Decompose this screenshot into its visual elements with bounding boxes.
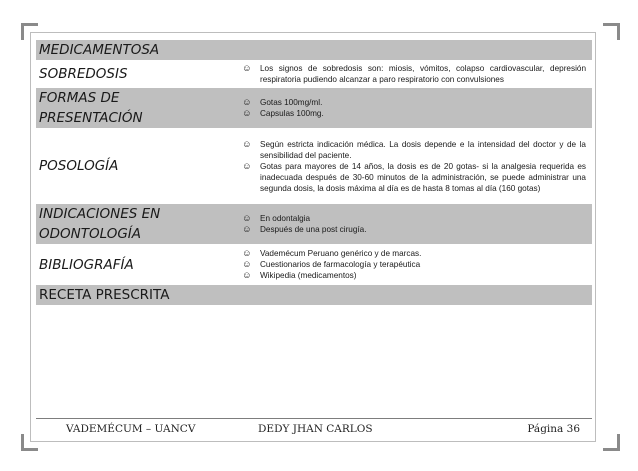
bullet-list: [236, 137, 592, 196]
list-item: ☺ Según estricta indicación médica. La dosis depende e la intensidad del doctor y de la sensibilidad del paciente.: [242, 138, 586, 160]
corner-mark-bottom-right: [603, 434, 620, 451]
table-row: [36, 40, 592, 61]
page-footer: [36, 418, 592, 440]
row-label: SOBREDOSIS: [39, 66, 128, 82]
row-label: MEDICAMENTOSA: [39, 42, 160, 58]
smiley-icon: ☺: [242, 259, 252, 270]
row-content-cell: [236, 245, 592, 285]
table-row: [36, 204, 592, 245]
corner-mark-top-left: [21, 23, 38, 40]
smiley-icon: ☺: [242, 108, 252, 119]
list-item: ☺ Wikipedia (medicamentos): [242, 270, 357, 281]
bullet-list: [236, 61, 592, 87]
smiley-icon: ☺: [242, 224, 252, 235]
table-row: [36, 88, 592, 129]
list-item: ☺ Después de una post cirugía.: [242, 224, 367, 235]
row-label: RECETA PRESCRITA: [39, 287, 170, 303]
smiley-icon: ☺: [242, 213, 252, 224]
row-label-cell: [36, 40, 236, 61]
row-label-cell: [36, 245, 236, 285]
list-item: ☺ Los signos de sobredosis son: miosis, vómitos, colapso cardiovascular, depresión respiratoria pudiendo alcanzar a paro respiratorio con convulsiones: [242, 63, 586, 84]
smiley-icon: ☺: [242, 138, 252, 150]
row-label: FORMAS DE: [39, 90, 120, 106]
corner-mark-top-right: [603, 23, 620, 40]
bullet-list: [236, 95, 592, 121]
list-item: ☺ Gotas para mayores de 14 años, la dosis es de 20 gotas- si la analgesia requerida es inadecuada después de 30-60 minutos de la administración, se puede administrar una segunda dosis, la dosis máxima al día es de hasta 8 tomas al día (160 gotas): [242, 160, 586, 193]
drug-info-table: [36, 40, 592, 306]
row-content-cell: [236, 40, 592, 61]
table-row: [36, 245, 592, 285]
row-content-cell: [236, 88, 592, 129]
smiley-icon: ☺: [242, 248, 252, 259]
table-row: [36, 61, 592, 88]
bullet-list: [236, 246, 592, 283]
page-number: Página 36: [527, 423, 580, 435]
row-content-cell: [236, 204, 592, 245]
footer-left-text: VADEMÉCUM – UANCV: [66, 423, 196, 435]
row-label: BIBLIOGRAFÍA: [39, 256, 134, 273]
row-label-cell: [36, 61, 236, 88]
list-item: ☺ En odontalgia: [242, 213, 311, 224]
table-row: [36, 129, 592, 204]
row-label-cell: [36, 129, 236, 204]
row-content-cell: [236, 129, 592, 204]
row-label: PRESENTACIÓN: [39, 110, 143, 126]
list-item: ☺ Vademécum Peruano genérico y de marcas.: [242, 248, 422, 259]
smiley-icon: ☺: [242, 63, 252, 74]
list-item: ☺ Capsulas 100mg.: [242, 108, 324, 119]
prescription-blank-area: [36, 302, 592, 406]
smiley-icon: ☺: [242, 97, 252, 108]
footer-author: DEDY JHAN CARLOS: [258, 423, 373, 435]
footer-divider: [36, 418, 592, 419]
row-label: POSOLOGÍA: [39, 158, 119, 174]
bullet-list: [236, 211, 592, 237]
row-label: ODONTOLOGÍA: [39, 226, 142, 242]
row-content-cell: [236, 61, 592, 88]
smiley-icon: ☺: [242, 270, 252, 281]
row-label: INDICACIONES EN: [39, 206, 161, 222]
row-label-cell: [36, 204, 236, 245]
list-item: ☺ Cuestionarios de farmacología y terapéutica: [242, 259, 421, 270]
row-label-cell: [36, 88, 236, 129]
list-item: ☺ Gotas 100mg/ml.: [242, 97, 323, 108]
smiley-icon: ☺: [242, 160, 252, 172]
